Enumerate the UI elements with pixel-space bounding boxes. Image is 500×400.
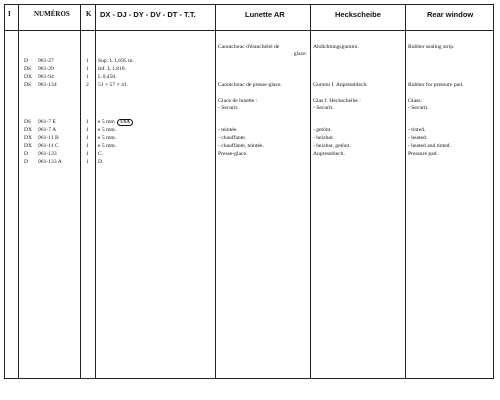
row-part-number: 961-11 C <box>38 143 59 149</box>
row-description-text: e 5 mm <box>98 119 115 125</box>
de-text: Abdichtungsgummi. <box>313 44 359 50</box>
row-description <box>98 119 133 126</box>
row-description: e 5 mm. <box>98 135 117 141</box>
en-text: - tinted. <box>408 127 426 133</box>
fr-text: - chauffante, teintée. <box>218 143 264 149</box>
fr-text: - chauffante. <box>218 135 247 141</box>
de-text: Glas f. Heckscheibe : <box>313 98 361 104</box>
row-prefix: D <box>24 159 29 165</box>
row-description: C. <box>98 151 104 157</box>
row-part-number: 961-134 <box>38 82 57 88</box>
row-quantity: 1 <box>86 151 89 157</box>
row-part-number: 961-94 <box>38 74 54 80</box>
header-col-i: I <box>8 10 11 18</box>
en-text: - heated and tinted. <box>408 143 451 149</box>
en-text: Rubber for pressure pad. <box>408 82 464 88</box>
row-quantity: 1 <box>86 119 89 125</box>
header-col-de: Heckscheibe <box>335 10 381 19</box>
header-col-en: Rear window <box>427 10 474 19</box>
fr-text: Presse-glace. <box>218 151 248 157</box>
header-col-models: DX - DJ - DY - DV - DT - T.T. <box>100 10 196 19</box>
en-text: - heated. <box>408 135 428 141</box>
row-quantity: 1 <box>86 58 89 64</box>
row-part-number: 961-27 <box>38 58 54 64</box>
row-part-number: 961-133 A <box>38 159 62 165</box>
de-text: Gummi f. Anpressblech. <box>313 82 368 88</box>
usa-badge: USA <box>117 119 133 126</box>
row-prefix: DX <box>24 135 33 141</box>
row-prefix: DS <box>24 119 32 125</box>
divider-col-i <box>18 4 19 379</box>
row-prefix: DX <box>24 143 33 149</box>
row-quantity: 1 <box>86 127 89 133</box>
divider-col-fr <box>310 4 311 379</box>
fr-text: Caoutchouc de presse-glace. <box>218 82 282 88</box>
de-text: - getönt. <box>313 127 332 133</box>
row-description: Sup. L 1,695 m. <box>98 58 134 64</box>
row-prefix: D <box>24 151 29 157</box>
row-prefix: DX <box>24 127 33 133</box>
row-part-number: 961-29 <box>38 66 54 72</box>
row-part-number: 961-133 <box>38 151 57 157</box>
fr-text: - Securit. <box>218 105 239 111</box>
row-quantity: 1 <box>86 143 89 149</box>
row-description: D. <box>98 159 104 165</box>
row-description: e 5 mm. <box>98 143 117 149</box>
header-col-numeros: NUMÉROS <box>34 10 70 18</box>
row-part-number: 961-7 A <box>38 127 57 133</box>
row-description: 51 × 57 × 41. <box>98 82 129 88</box>
en-text: Pressure pad. <box>408 151 438 157</box>
row-quantity: 1 <box>86 66 89 72</box>
row-prefix: DS <box>24 66 32 72</box>
row-prefix: DX <box>24 74 33 80</box>
divider-col-de <box>405 4 406 379</box>
row-part-number: 961-7 E <box>38 119 56 125</box>
row-part-number: 961-11 B <box>38 135 59 141</box>
row-quantity: 1 <box>86 159 89 165</box>
divider-col-numeros <box>80 4 81 379</box>
row-description: L 0,450. <box>98 74 117 80</box>
en-text: Rubber sealing strip. <box>408 44 455 50</box>
row-prefix: D <box>24 58 29 64</box>
en-text: - Securit. <box>408 105 429 111</box>
header-rule <box>4 30 494 31</box>
row-quantity: 1 <box>86 74 89 80</box>
en-text: Glass: <box>408 98 422 104</box>
row-quantity: 1 <box>86 135 89 141</box>
fr-text: Caoutchouc d'étanchéité de <box>218 44 280 50</box>
header-col-fr: Lunette AR <box>245 10 285 19</box>
de-text: - heizbar, getönt. <box>313 143 351 149</box>
de-text: - heizbar. <box>313 135 334 141</box>
header-col-k: K <box>86 10 92 18</box>
fr-text: - teintée. <box>218 127 238 133</box>
de-text: Anpressblech. <box>313 151 345 157</box>
row-quantity: 2 <box>86 82 89 88</box>
row-description: e 5 mm. <box>98 127 117 133</box>
table-frame <box>4 4 494 379</box>
row-description: Inf. L 1,810. <box>98 66 126 72</box>
fr-text: glace. <box>293 51 307 57</box>
divider-col-models <box>215 4 216 379</box>
de-text: - Securit. <box>313 105 334 111</box>
divider-col-k <box>95 4 96 379</box>
fr-text: Glace de lunette : <box>218 98 258 104</box>
row-prefix: DS <box>24 82 32 88</box>
